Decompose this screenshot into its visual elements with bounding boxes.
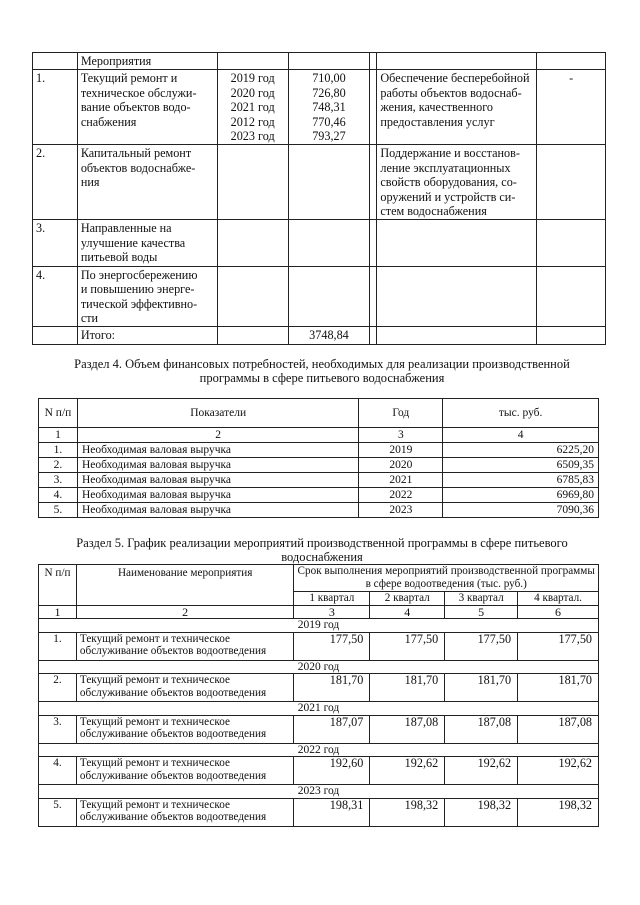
total-row [33, 327, 606, 344]
table-row: 3. Текущий ремонт и техническое обслуживание объектов водоотведения 187,07 187,08 187,08 187,08 [39, 715, 599, 743]
table-row: 3. Направленные на улучшение качества питьевой воды [33, 220, 606, 266]
table-row: 5. Текущий ремонт и техническое обслуживание объектов водоотведения 198,31 198,32 198,32 198,32 [39, 798, 599, 826]
amounts-cell: 710,00 726,80 748,31 770,46 793,27 [288, 70, 370, 145]
table-row: 4. Необходимая валовая выручка 2022 6969,80 [39, 488, 599, 503]
year-row: 2022 год [39, 743, 599, 757]
table-row: 3. Необходимая валовая выручка 2021 6785,83 [39, 473, 599, 488]
year-row: 2020 год [39, 660, 599, 674]
table-row: 5. Необходимая валовая выручка 2023 7090,36 [39, 503, 599, 518]
year-row: 2023 год [39, 785, 599, 799]
column-numbers-row: 1 2 3 4 5 6 [39, 605, 599, 619]
year-row: 2021 год [39, 702, 599, 716]
table-header-row: N п/п Показатели Год тыс. руб. [39, 399, 599, 428]
table-row: 1. Текущий ремонт и техническое обслужи- вание объектов водо- снабжения 2019 год 2020 год 2021 год 2012 год 2023 год 710,00 726,80 748,31 770,46 793,27 Обеспечение бесперебойной работы объектов водоснаб- жения, качественного предоставления услуг - [33, 70, 606, 145]
table-row: 4. По энергосбережению и повышению энерге- тической эффективно- сти [33, 266, 606, 327]
quarter-header-row: 1 квартал 2 квартал 3 квартал 4 квартал. [39, 592, 599, 606]
total-label: Итого: [77, 327, 217, 344]
table-header-row [33, 53, 606, 70]
table-row: 2. Капитальный ремонт объектов водоснабже- ния Поддержание и восстанов- ление эксплуатационных свойств оборудования, со- оружений и устройств си- стем водоснабжения [33, 145, 606, 220]
year-row: 2019 год [39, 619, 599, 633]
column-numbers-row: 1 2 3 4 [39, 428, 599, 443]
years-cell: 2019 год 2020 год 2021 год 2012 год 2023 год [217, 70, 288, 145]
table-header-row: N п/п Наименование мероприятия Срок выполнения мероприятий производственной программы в сфере водоотведения (тыс. руб.) [39, 565, 599, 592]
header-activities: Мероприятия [77, 53, 217, 70]
activities-table [32, 52, 606, 345]
table-row: 1. Текущий ремонт и техническое обслуживание объектов водоотведения 177,50 177,50 177,50 177,50 [39, 632, 599, 660]
table-row: 1. Необходимая валовая выручка 2019 6225,20 [39, 443, 599, 458]
table-row: 4. Текущий ремонт и техническое обслуживание объектов водоотведения 192,60 192,62 192,62 192,62 [39, 757, 599, 785]
total-value: 3748,84 [288, 327, 370, 344]
financial-needs-table [38, 398, 599, 518]
schedule-table [38, 564, 599, 827]
section5-title: Раздел 5. График реализации мероприятий производственной программы в сфере питьевого водоснабжения [76, 536, 568, 564]
section4-title: Раздел 4. Объем финансовых потребностей, необходимых для реализации производственной программы в сфере питьевого водоснабжения [74, 357, 570, 385]
table-row: 2. Необходимая валовая выручка 2020 6509,35 [39, 458, 599, 473]
table-row: 2. Текущий ремонт и техническое обслуживание объектов водоотведения 181,70 181,70 181,70 181,70 [39, 674, 599, 702]
